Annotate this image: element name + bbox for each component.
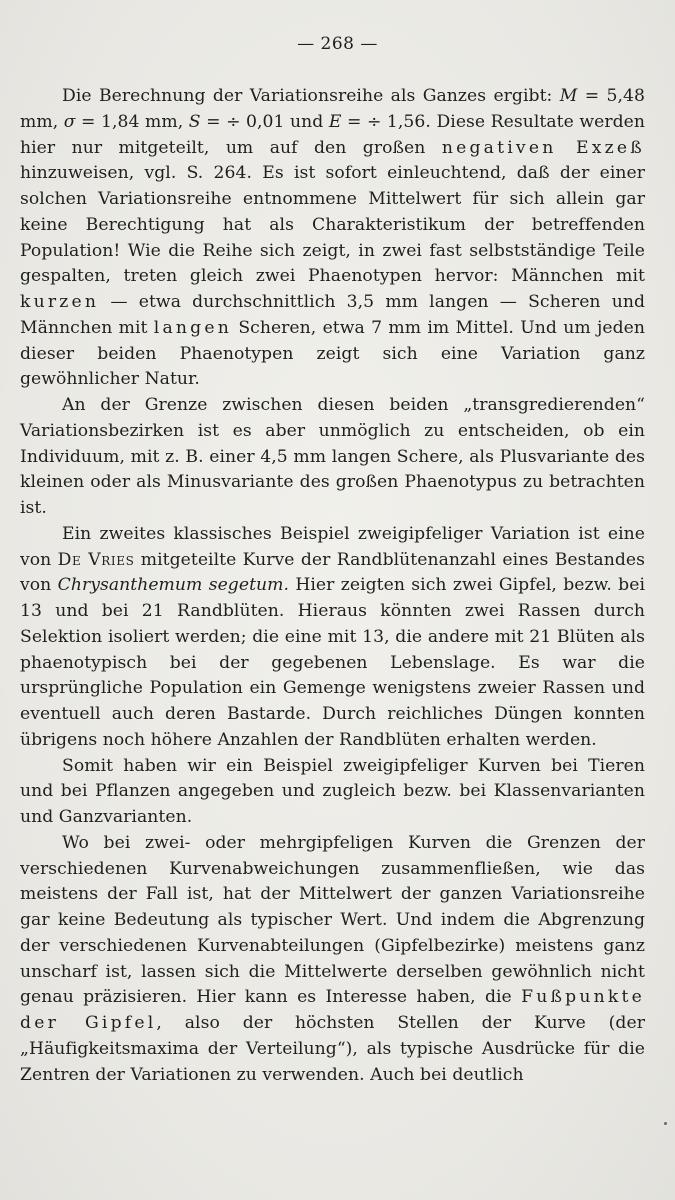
p1-text-3: — etwa durchschnittlich 3,5 mm langen — Scheren und Männchen mit (20, 292, 645, 338)
paragraph-4: Somit haben wir ein Beispiel zweigipfeliger Kurven bei Tieren und bei Pflanzen angegeben und zugleich bezw. bei Klassenvarianten und Ganzvarianten. (20, 755, 645, 827)
paper-speck (664, 1122, 667, 1125)
p1-symbol-e: E (328, 111, 342, 132)
p1-text-4: Scheren, etwa 7 mm im Mittel. Und um jeden dieser beiden Phaenotypen zeigt sich eine Variation ganz gewöhnlicher Natur. (20, 317, 645, 390)
p3-text-2: mitgeteilte Kurve der Randblütenanzahl eines Bestandes von (20, 549, 645, 596)
paragraph-3 (20, 522, 645, 754)
paragraph-2: An der Grenze zwischen diesen beiden „transgredierenden“ Variationsbezirken ist es aber unmöglich zu entscheiden, ob ein Individuum, mit z. B. einer 4,5 mm langen Schere, als Plusvariante des kleinen oder als Minusvariante des großen Phaenotypus zu betrachten ist. (20, 395, 645, 518)
p1-value-e: = ÷ 1,56. Diese Resultate werden hier nur mitgeteilt, um auf den großen (20, 111, 645, 158)
p1-value-sigma: = 1,84 mm, (75, 111, 189, 132)
p5-spaced-fusspunkte: Fußpunkte der Gipfel (20, 987, 645, 1033)
p5-text-1: Wo bei zwei- oder mehrgipfeligen Kurven die Grenzen der verschiedenen Kurvenabweichungen zusammenfließen, wie das meistens der Fall ist, hat der Mittelwert der ganzen Variationsreihe gar keine Bedeutung als typischer Wert. Und indem die Abgrenzung der verschiedenen Kurvenabteilungen (Gipfelbezirke) meistens ganz unscharf ist, lassen sich die Mittelwerte derselben gewöhnlich nicht genau präzisieren. Hier kann es Interesse haben, die (20, 832, 645, 1008)
page-body (20, 84, 645, 1088)
p1-spaced-negativen-exzess: negativen Exzeß (441, 137, 645, 158)
p3-author-name: De Vries (57, 549, 135, 570)
p1-spaced-langen: langen (153, 317, 233, 338)
p1-symbol-s: S (188, 111, 201, 132)
p1-spaced-kurzen: kurzen (20, 292, 100, 312)
paragraph-1 (20, 84, 645, 393)
p5-text-2: , also der höchsten Stellen der Kurve (der „Häufigkeitsmaxima der Verteilung“), als typische Ausdrücke für die Zentren der Variationen zu verwenden. Auch bei deutlich (20, 1013, 645, 1085)
p3-text-1: Ein zweites klassisches Beispiel zweigipfeliger Variation ist eine von (20, 523, 645, 570)
paragraph-5 (20, 831, 645, 1089)
p1-symbol-m: M (559, 86, 578, 106)
p1-value-m: = 5,48 mm, (20, 86, 645, 132)
page-number: — 268 — (297, 34, 378, 54)
p1-value-s: = ÷ 0,01 und (200, 111, 329, 132)
p3-species-name: Chrysanthemum segetum. (57, 575, 290, 596)
p1-text-2: hinzuweisen, vgl. S. 264. Es ist sofort einleuchtend, daß der einer solchen Variationsreihe entnommene Mittelwert für sich allein gar keine Berechtigung hat als Charakteristikum der betreffenden Population! Wie die Reihe sich zeigt, in zwei fast selbstständige Teile gespalten, treten gleich zwei Phaenotypen hervor: Männchen mit (20, 163, 645, 287)
p3-text-3: Hier zeigten sich zwei Gipfel, bezw. bei 13 und bei 21 Randblüten. Hieraus könnten zwei Rassen durch Selektion isoliert werden; die eine mit 13, die andere mit 21 Blüten als phaenotypisch bei der gegebenen Lebenslage. Es war die ursprüngliche Population ein Gemenge wenigstens zweier Rassen und eventuell auch deren Bastarde. Durch reichliches Düngen konnten übrigens noch höhere Anzahlen der Randblüten erhalten werden. (20, 575, 645, 750)
p1-text-1: Die Berechnung der Variationsreihe als Ganzes ergibt: (62, 86, 560, 106)
p1-symbol-sigma: σ (63, 111, 76, 132)
